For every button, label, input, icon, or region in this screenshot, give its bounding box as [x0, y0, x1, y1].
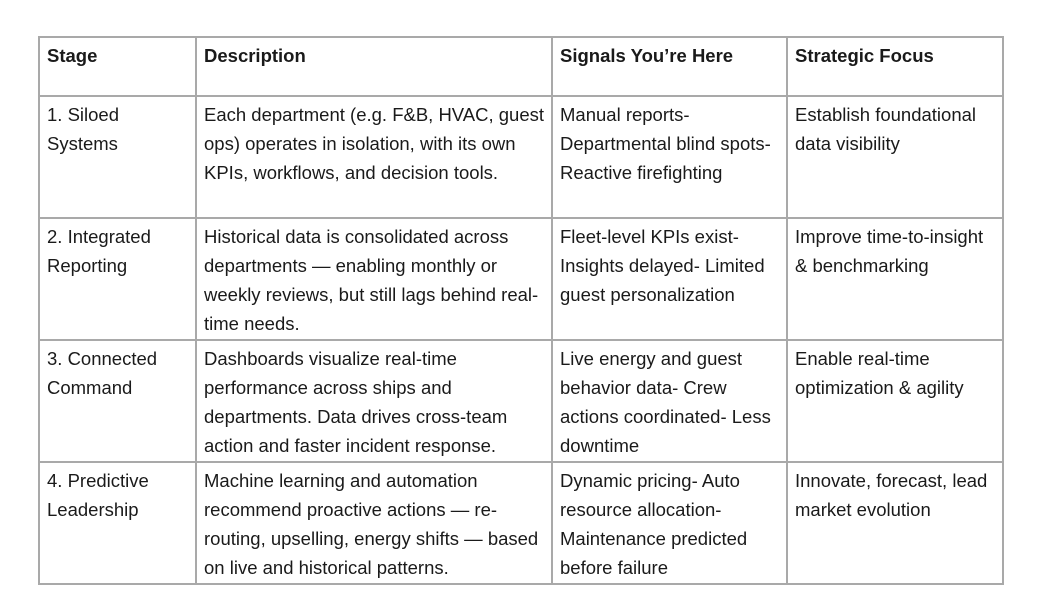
table-row: [39, 218, 1003, 340]
cell-strategic-focus: Enable real-time optimization & agility: [787, 340, 1003, 462]
maturity-stages-table: [38, 36, 1004, 585]
cell-description: Each department (e.g. F&B, HVAC, guest ops) operates in isolation, with its own KPIs, workflows, and decision tools.: [196, 96, 552, 218]
cell-signals: Live energy and guest behavior data- Crew actions coordinated- Less downtime: [552, 340, 787, 462]
header-stage: Stage: [39, 37, 196, 96]
cell-stage: 3. Connected Command: [39, 340, 196, 462]
table-header-row: [39, 37, 1003, 96]
table-row: [39, 96, 1003, 218]
cell-signals: Dynamic pricing- Auto resource allocation- Maintenance predicted before failure: [552, 462, 787, 584]
cell-strategic-focus: Innovate, forecast, lead market evolution: [787, 462, 1003, 584]
header-strategic-focus: Strategic Focus: [787, 37, 1003, 96]
cell-strategic-focus: Improve time-to-insight & benchmarking: [787, 218, 1003, 340]
table-row: [39, 462, 1003, 584]
cell-stage: 2. Integrated Reporting: [39, 218, 196, 340]
cell-signals: Fleet-level KPIs exist- Insights delayed- Limited guest personalization: [552, 218, 787, 340]
cell-stage: 4. Predictive Leadership: [39, 462, 196, 584]
cell-description: Dashboards visualize real-time performance across ships and departments. Data drives cross-team action and faster incident response.: [196, 340, 552, 462]
cell-stage: 1. Siloed Systems: [39, 96, 196, 218]
cell-description: Historical data is consolidated across departments — enabling monthly or weekly reviews, but still lags behind real-time needs.: [196, 218, 552, 340]
cell-description: Machine learning and automation recommend proactive actions — re-routing, upselling, energy shifts — based on live and historical patterns.: [196, 462, 552, 584]
header-description: Description: [196, 37, 552, 96]
cell-signals: Manual reports- Departmental blind spots- Reactive firefighting: [552, 96, 787, 218]
cell-strategic-focus: Establish foundational data visibility: [787, 96, 1003, 218]
table-row: [39, 340, 1003, 462]
header-signals: Signals You’re Here: [552, 37, 787, 96]
